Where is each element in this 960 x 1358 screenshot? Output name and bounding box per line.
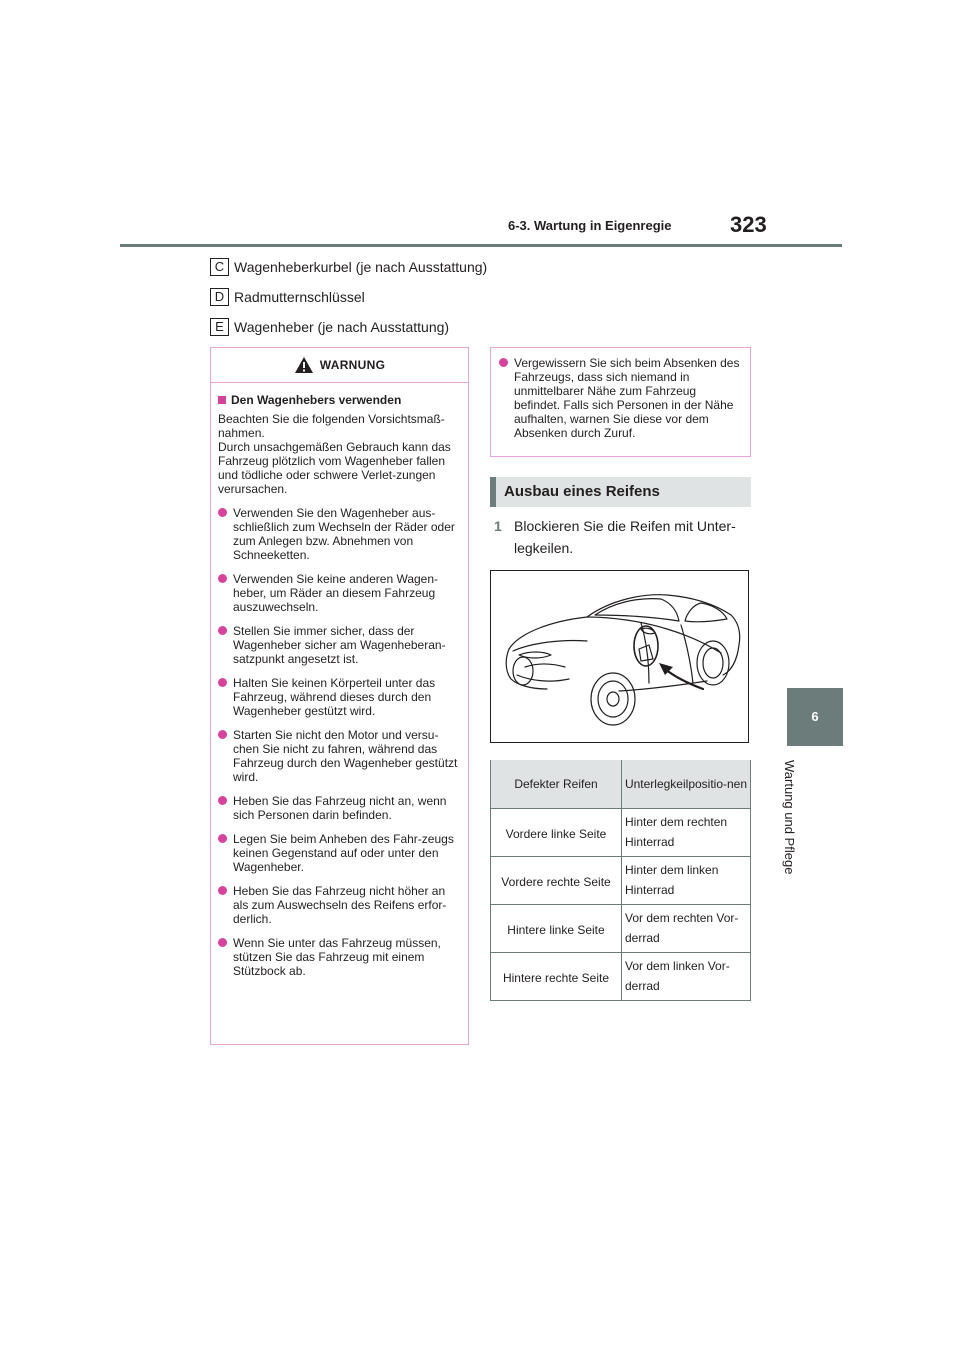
bullet-dot-icon <box>218 730 227 739</box>
warning-bullet: Heben Sie das Fahrzeug nicht an, wenn sich Personen darin befinden. <box>218 794 460 822</box>
section-heading <box>490 477 751 507</box>
section-heading-text: Ausbau eines Reifens <box>504 483 660 500</box>
square-bullet-icon <box>218 396 226 404</box>
step-1 <box>494 515 754 559</box>
table-cell: Vor dem linken Vor-derrad <box>622 953 751 1001</box>
header-divider <box>120 244 842 247</box>
warning-bullet: Verwenden Sie keine anderen Wagen-heber, um Räder an diesem Fahrzeug auszuwechseln. <box>218 572 460 614</box>
bullet-dot-icon <box>218 678 227 687</box>
item-text: Radmutternschlüssel <box>234 289 365 305</box>
table-row <box>491 809 751 857</box>
item-letter: D <box>210 288 229 306</box>
chock-position-table <box>490 760 751 1001</box>
table-cell: Vordere rechte Seite <box>491 857 622 905</box>
table-row <box>491 953 751 1001</box>
section-title: 6-3. Wartung in Eigenregie <box>508 218 672 233</box>
warning-bullet: Verwenden Sie den Wagenheber aus-schließlich zum Wechseln der Räder oder zum Anlegen bzw. Abnehmen von Schneeketten. <box>218 506 460 562</box>
table-header: Defekter Reifen <box>491 760 622 809</box>
item-letter: C <box>210 258 229 276</box>
bullet-dot-icon <box>218 886 227 895</box>
table-row <box>491 857 751 905</box>
car-illustration <box>490 570 749 743</box>
bullet-dot-icon <box>218 938 227 947</box>
table-cell: Vor dem rechten Vor-derrad <box>622 905 751 953</box>
table-cell: Hintere linke Seite <box>491 905 622 953</box>
warning-icon <box>294 356 314 374</box>
warning-header <box>211 348 468 383</box>
bullet-dot-icon <box>218 574 227 583</box>
warning-bullet: Wenn Sie unter das Fahrzeug müssen, stützen Sie das Fahrzeug mit einem Stützbock ab. <box>218 936 460 978</box>
warning-box-continued <box>490 347 751 457</box>
list-item <box>210 258 487 276</box>
warning-title: WARNUNG <box>319 358 386 372</box>
step-text: Blockieren Sie die Reifen mit Unter-legkeilen. <box>514 518 736 556</box>
warning-bullet: Starten Sie nicht den Motor und versu-chen Sie nicht zu fahren, während das Fahrzeug durch den Wagenheber gestützt wird. <box>218 728 460 784</box>
list-item <box>210 318 449 336</box>
bullet-dot-icon <box>218 508 227 517</box>
item-text: Wagenheberkurbel (je nach Ausstattung) <box>234 259 488 275</box>
bullet-dot-icon <box>218 834 227 843</box>
warning-bullet: Halten Sie keinen Körperteil unter das Fahrzeug, während dieses durch den Wagenheber gestützt wird. <box>218 676 460 718</box>
table-row <box>491 905 751 953</box>
warning-bullet: Vergewissern Sie sich beim Absenken des Fahrzeugs, dass sich niemand in unmittelbarer Nähe zum Fahrzeug befindet. Falls sich Personen in der Nähe aufhalten, warnen Sie diese vor dem Absenken durch Zuruf. <box>499 356 742 440</box>
warning-subtitle: Den Wagenhebers verwenden <box>218 393 460 407</box>
warning-bullet: Heben Sie das Fahrzeug nicht höher an als zum Auswechseln des Reifens erfor-derlich. <box>218 884 460 926</box>
table-cell: Hinter dem linken Hinterrad <box>622 857 751 905</box>
item-letter: E <box>210 318 229 336</box>
table-cell: Hinter dem rechten Hinterrad <box>622 809 751 857</box>
bullet-dot-icon <box>218 796 227 805</box>
table-header: Unterlegkeilpositio-nen <box>622 760 751 809</box>
list-item <box>210 288 365 306</box>
heading-bar <box>490 477 496 507</box>
chapter-tab: 6 <box>787 688 843 746</box>
page-number: 323 <box>730 212 767 237</box>
warning-bullet: Stellen Sie immer sicher, dass der Wagenheber sicher am Wagenheberan-satzpunkt angesetzt ist. <box>218 624 460 666</box>
bullet-dot-icon <box>218 626 227 635</box>
car-wheel-chock-icon <box>491 571 748 742</box>
bullet-dot-icon <box>499 358 508 367</box>
warning-box <box>210 347 469 1045</box>
warning-bullet: Legen Sie beim Anheben des Fahr-zeugs keinen Gegenstand auf oder unter den Wagenheber. <box>218 832 460 874</box>
table-cell: Vordere linke Seite <box>491 809 622 857</box>
table-cell: Hintere rechte Seite <box>491 953 622 1001</box>
item-text: Wagenheber (je nach Ausstattung) <box>234 319 450 335</box>
warning-intro: Beachten Sie die folgenden Vorsichtsmaß-nahmen. Durch unsachgemäßen Gebrauch kann das Fahrzeug plötzlich vom Wagenheber fallen und tödliche oder schwere Verlet-zungen verursachen. <box>218 412 451 496</box>
chapter-title: Wartung und Pflege <box>782 760 797 875</box>
step-number: 1 <box>494 518 502 534</box>
